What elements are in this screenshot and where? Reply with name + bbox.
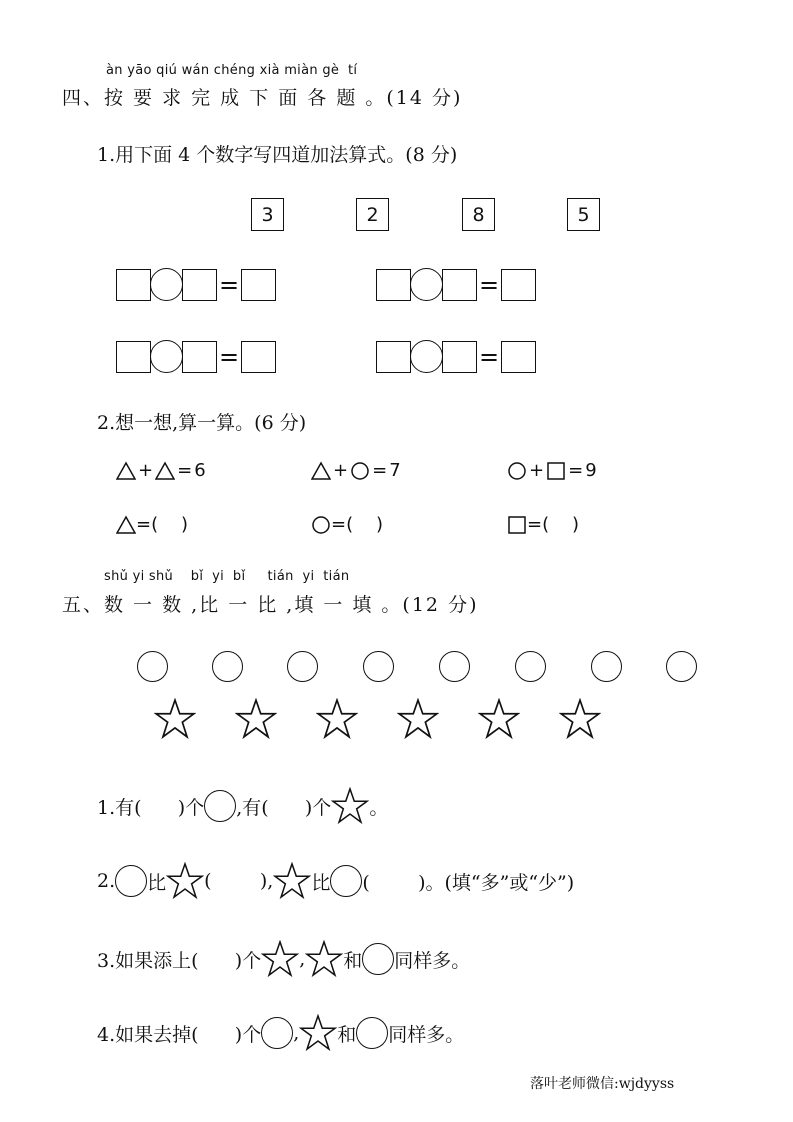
plus-sign: + bbox=[529, 460, 545, 481]
answer-box[interactable] bbox=[182, 341, 217, 373]
star-icon bbox=[235, 698, 277, 740]
circle-icon bbox=[439, 651, 470, 682]
plus-sign: + bbox=[138, 460, 154, 481]
equals-sign: = bbox=[372, 460, 388, 481]
answer-box[interactable] bbox=[376, 341, 411, 373]
circle-icon bbox=[287, 651, 318, 682]
equation-template-3 bbox=[116, 340, 276, 373]
circle-icon bbox=[666, 651, 697, 682]
result-value: 9 bbox=[585, 460, 597, 481]
plus-sign: + bbox=[333, 460, 349, 481]
triangle-icon bbox=[116, 461, 136, 481]
item-1-text-b: ,有( )个 bbox=[236, 796, 332, 819]
circle-icon bbox=[515, 651, 546, 682]
answer-box[interactable] bbox=[501, 341, 536, 373]
section5-pinyin: shǔ yi shǔ bǐ yi bǐ tián yi tián bbox=[104, 569, 350, 584]
equation-template-1 bbox=[116, 268, 276, 301]
answer-box[interactable] bbox=[116, 341, 151, 373]
equals-sign: = bbox=[177, 460, 193, 481]
circle-icon bbox=[356, 1017, 388, 1049]
answer-blank[interactable]: =( ) bbox=[331, 514, 384, 535]
circle-icon bbox=[261, 1017, 293, 1049]
item-1-text-c: 。 bbox=[369, 796, 389, 819]
item-2-text-e: ( )。(填“多”或“少”) bbox=[362, 871, 575, 894]
equation-template-2 bbox=[376, 268, 536, 301]
operator-circle[interactable] bbox=[410, 340, 443, 373]
digit-box-2: 2 bbox=[356, 198, 389, 231]
question2-label: 2.想一想,算一算。(6 分) bbox=[97, 412, 307, 434]
star-icon bbox=[299, 1014, 337, 1052]
star-icon bbox=[559, 698, 601, 740]
result-value: 7 bbox=[389, 460, 401, 481]
item-4-text-c: 和 bbox=[337, 1023, 357, 1046]
circle-icon bbox=[350, 461, 370, 481]
result-value: 6 bbox=[194, 460, 206, 481]
item-2-text-c: ( ), bbox=[204, 870, 274, 892]
question1-label: 1.用下面 4 个数字写四道加法算式。(8 分) bbox=[97, 144, 458, 166]
item-4 bbox=[97, 1014, 464, 1052]
footer-contact: 落叶老师微信:wjdyyss bbox=[530, 1076, 675, 1092]
triangle-icon bbox=[311, 461, 331, 481]
operator-circle[interactable] bbox=[150, 268, 183, 301]
star-icon bbox=[478, 698, 520, 740]
item-3-text-c: 和 bbox=[343, 949, 363, 972]
item-1-text-a: 1.有( )个 bbox=[97, 796, 205, 819]
triangle-icon bbox=[155, 461, 175, 481]
circle-icon bbox=[363, 651, 394, 682]
answer-box[interactable] bbox=[442, 341, 477, 373]
equals-sign: = bbox=[568, 460, 584, 481]
equals-sign: = bbox=[218, 342, 240, 371]
triangle-icon bbox=[116, 515, 136, 535]
square-icon bbox=[546, 461, 566, 481]
item-3 bbox=[97, 940, 470, 978]
circle-icon bbox=[115, 865, 147, 897]
star-icon bbox=[154, 698, 196, 740]
section4-title: 四、按 要 求 完 成 下 面 各 题 。(14 分) bbox=[62, 87, 463, 109]
circle-icon bbox=[507, 461, 527, 481]
item-1 bbox=[97, 787, 388, 825]
answer-box[interactable] bbox=[501, 269, 536, 301]
square-icon bbox=[507, 515, 527, 535]
item-4-text-d: 同样多。 bbox=[388, 1023, 465, 1046]
item-3-text-a: 3.如果添上( )个 bbox=[97, 949, 262, 972]
section5-title: 五、数 一 数 ,比 一 比 ,填 一 填 。(12 分) bbox=[62, 594, 479, 616]
answer-box[interactable] bbox=[442, 269, 477, 301]
item-2 bbox=[97, 862, 574, 900]
star-icon bbox=[305, 940, 343, 978]
circle-icon bbox=[212, 651, 243, 682]
square-answer[interactable] bbox=[507, 514, 579, 535]
item-2-text-d: 比 bbox=[311, 871, 331, 894]
circle-icon bbox=[137, 651, 168, 682]
item-4-text-a: 4.如果去掉( )个 bbox=[97, 1023, 262, 1046]
star-icon bbox=[397, 698, 439, 740]
star-icon bbox=[273, 862, 311, 900]
operator-circle[interactable] bbox=[150, 340, 183, 373]
item-3-text-d: 同样多。 bbox=[394, 949, 471, 972]
shape-equation-2 bbox=[311, 460, 401, 481]
circle-icon bbox=[204, 790, 236, 822]
item-3-text-b: , bbox=[299, 948, 306, 970]
star-icon bbox=[316, 698, 358, 740]
star-icon bbox=[166, 862, 204, 900]
circle-answer[interactable] bbox=[311, 514, 383, 535]
answer-box[interactable] bbox=[182, 269, 217, 301]
digit-box-1: 3 bbox=[251, 198, 284, 231]
answer-box[interactable] bbox=[241, 269, 276, 301]
digit-box-3: 8 bbox=[462, 198, 495, 231]
answer-box[interactable] bbox=[241, 341, 276, 373]
answer-blank[interactable]: =( ) bbox=[136, 514, 189, 535]
item-2-text-a: 2. bbox=[97, 870, 116, 892]
circle-icon bbox=[362, 943, 394, 975]
equals-sign: = bbox=[218, 270, 240, 299]
shape-equation-3 bbox=[507, 460, 597, 481]
shape-equation-1 bbox=[116, 460, 206, 481]
section4-pinyin: àn yāo qiú wán chéng xià miàn gè tí bbox=[106, 63, 358, 78]
equals-sign: = bbox=[478, 342, 500, 371]
answer-box[interactable] bbox=[116, 269, 151, 301]
star-icon bbox=[331, 787, 369, 825]
item-2-text-b: 比 bbox=[147, 871, 167, 894]
equals-sign: = bbox=[478, 270, 500, 299]
circle-icon bbox=[330, 865, 362, 897]
answer-box[interactable] bbox=[376, 269, 411, 301]
digit-box-4: 5 bbox=[567, 198, 600, 231]
star-icon bbox=[261, 940, 299, 978]
item-4-text-b: , bbox=[293, 1022, 300, 1044]
triangle-answer[interactable] bbox=[116, 514, 188, 535]
answer-blank[interactable]: =( ) bbox=[527, 514, 580, 535]
operator-circle[interactable] bbox=[410, 268, 443, 301]
equation-template-4 bbox=[376, 340, 536, 373]
circle-icon bbox=[591, 651, 622, 682]
circle-icon bbox=[311, 515, 331, 535]
